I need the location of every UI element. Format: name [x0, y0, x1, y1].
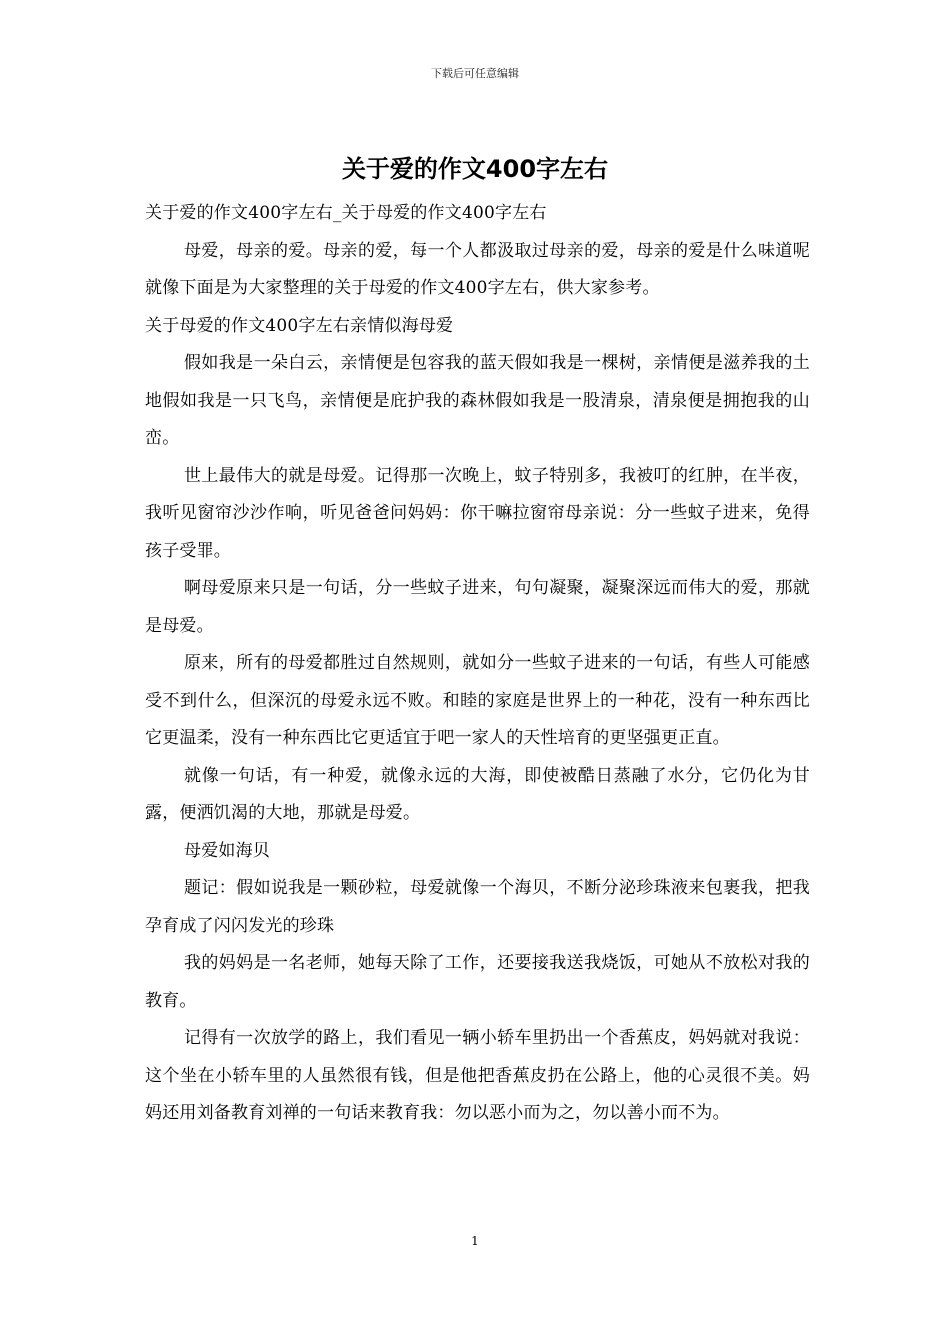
paragraph: 假如我是一朵白云，亲情便是包容我的蓝天假如我是一棵树，亲情便是滋养我的土地假如我是一只飞鸟，亲情便是庇护我的森林假如我是一股清泉，清泉便是拥抱我的山峦。 [145, 353, 810, 448]
paragraph: 我的妈妈是一名老师，她每天除了工作，还要接我送我烧饭，可她从不放松对我的教育。 [145, 953, 810, 1011]
paragraph: 关于母爱的作文400字左右亲情似海母爱 [145, 315, 454, 336]
paragraph: 原来，所有的母爱都胜过自然规则，就如分一些蚊子进来的一句话，有些人可能感受不到什么，但深沉的母爱永远不败。和睦的家庭是世界上的一种花，没有一种东西比它更温柔，没有一种东西比它更适宜于吧一家人的天性培育的更坚强更正直。 [145, 653, 810, 748]
document-title: 关于爱的作文400字左右 [341, 155, 609, 183]
page-header: 下载后可任意编辑 [431, 67, 519, 80]
page-number: 1 [471, 1234, 479, 1248]
section-heading: 母爱如海贝 [184, 840, 270, 861]
paragraph: 题记：假如说我是一颗砂粒，母爱就像一个海贝，不断分泌珍珠液来包裹我，把我孕育成了闪闪发光的珍珠 [145, 878, 810, 936]
paragraph: 啊母爱原来只是一句话，分一些蚊子进来，句句凝聚，凝聚深远而伟大的爱，那就是母爱。 [145, 578, 810, 636]
paragraph: 记得有一次放学的路上，我们看见一辆小轿车里扔出一个香蕉皮，妈妈就对我说：这个坐在小轿车里的人虽然很有钱，但是他把香蕉皮扔在公路上，他的心灵很不美。妈妈还用刘备教育刘禅的一句话来教育我：勿以恶小而为之，勿以善小而不为。 [145, 1028, 810, 1123]
document-body [145, 195, 810, 1133]
paragraph: 就像一句话，有一种爱，就像永远的大海，即使被酷日蒸融了水分，它仍化为甘露，便洒饥渴的大地，那就是母爱。 [145, 765, 810, 823]
paragraph: 母爱，母亲的爱。母亲的爱，每一个人都汲取过母亲的爱，母亲的爱是什么味道呢就像下面是为大家整理的关于母爱的作文400字左右，供大家参考。 [145, 240, 810, 298]
paragraph: 世上最伟大的就是母爱。记得那一次晚上，蚊子特别多，我被叮的红肿，在半夜，我听见窗帘沙沙作响，听见爸爸问妈妈：你干嘛拉窗帘母亲说：分一些蚊子进来，免得孩子受罪。 [145, 465, 810, 561]
paragraph: 关于爱的作文400字左右_关于母爱的作文400字左右 [145, 203, 547, 223]
